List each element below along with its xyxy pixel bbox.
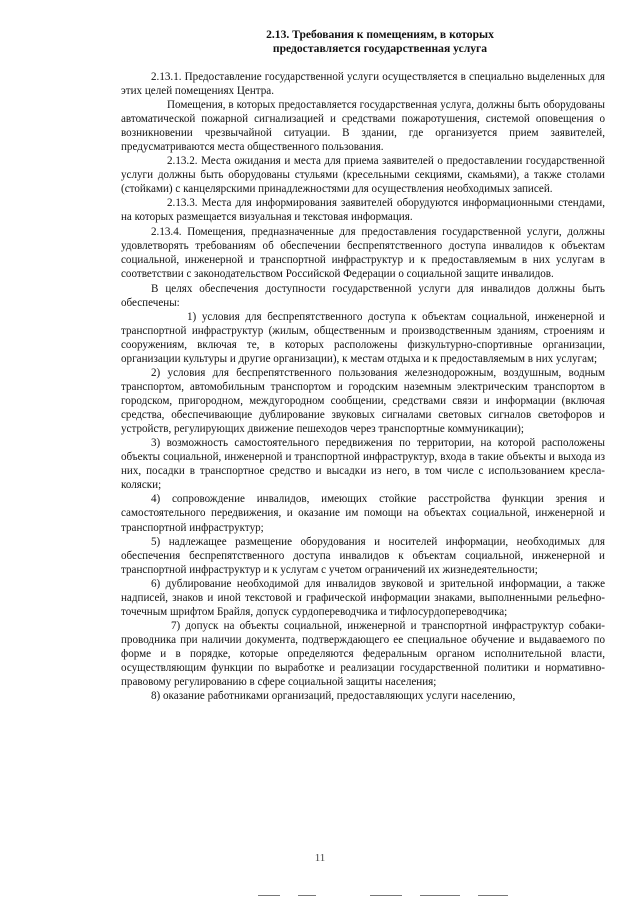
list-item-4: 4) сопровождение инвалидов, имеющих стойкие расстройства функции зрения и самостоятельного передвижения, и оказание им помощи на объектах социальной, инженерной и транспортной инфраструктур; (121, 493, 605, 534)
list-item-1: 1) условия для беспрепятственного доступа к объектам социальной, инженерной и транспортной инфраструктур (жилым, общественным и производственным зданиям, строениям и сооружениям, включая те, в которых расположены физкультурно-спортивные организации, организации культуры и другие организации), к местам отдыха и к предоставляемым в них услугам; (121, 310, 605, 365)
list-item-2: 2) условия для беспрепятственного пользования железнодорожным, воздушным, водным транспортом, автомобильным транспортом и городским наземным электрическим транспортом в городском, пригородном, междугородном сообщении, средствами связи и информации (включая средства, обеспечивающие дублирование звуковых сигналами световых сигналов светофоров и устройств, регулирующих движение пешеходов через транспортные коммуникации); (121, 366, 605, 436)
list-item-7: 7) допуск на объекты социальной, инженерной и транспортной инфраструктур собаки-проводника при наличии документа, подтверждающего ее специальное обучение и выдаваемого по форме и в порядке, которые определяются федеральным органом исполнительной власти, осуществляющим функции по выработке и реализации государственной политики и нормативно-правовому регулированию в сфере социальной защиты населения; (121, 619, 605, 689)
footer-scan-mark (298, 895, 316, 896)
footer-scan-mark (478, 895, 508, 896)
paragraph-2-13-4: 2.13.4. Помещения, предназначенные для предоставления государственной услуги, должны удовлетворять требованиям об обеспечении беспрепятственного доступа инвалидов к объектам социальной, инженерной и транспортной инфраструктур и к предоставляемым в них услугам в соответствии с законодательством Российской Федерации о социальной защите инвалидов. (121, 225, 605, 280)
section-title-line-1: 2.13. Требования к помещениям, в которых (266, 28, 494, 41)
document-body (121, 70, 605, 703)
paragraph-accessibility-intro: В целях обеспечения доступности государственной услуги для инвалидов должны быть обеспечены: (121, 282, 605, 309)
footer-scan-mark (420, 895, 460, 896)
page-number: 11 (314, 852, 326, 864)
footer-scan-mark (370, 895, 402, 896)
paragraph-2-13-2: 2.13.2. Места ожидания и места для приема заявителей о предоставлении государственной услуги должны быть оборудованы стульями (кресельными секциями, скамьями), а также столами (стойками) с канцелярскими принадлежностями для осуществления необходимых записей. (121, 155, 605, 196)
paragraph-2-13-3: 2.13.3. Места для информирования заявителей оборудуются информационными стендами, на которых размещается визуальная и текстовая информация. (121, 197, 605, 224)
list-item-5: 5) надлежащее размещение оборудования и носителей информации, необходимых для обеспечения беспрепятственного доступа инвалидов к объектам социальной, инженерной и транспортной инфраструктур и к услугам с учетом ограничений их жизнедеятельности; (121, 535, 605, 576)
footer-scan-mark (258, 895, 280, 896)
paragraph-premises: Помещения, в которых предоставляется государственная услуга, должны быть оборудованы автоматической пожарной сигнализацией и средствами пожаротушения, системой оповещения о возникновении чрезвычайной ситуации. В здании, где организуется прием заявителей, предусматриваются места общественного пользования. (121, 99, 605, 154)
section-title-line-2: предоставляется государственная услуга (272, 42, 488, 55)
section-title (200, 28, 560, 56)
paragraph-2-13-1: 2.13.1. Предоставление государственной услуги осуществляется в специально выделенных для этих целей помещениях Центра. (121, 71, 605, 98)
list-item-3: 3) возможность самостоятельного передвижения по территории, на которой расположены объекты социальной, инженерной и транспортной инфраструктур, входа в такие объекты и выхода из них, посадки в транспортное средство и высадки из него, в том числе с использованием кресла-коляски; (121, 437, 605, 492)
list-item-6: 6) дублирование необходимой для инвалидов звуковой и зрительной информации, а также надписей, знаков и иной текстовой и графической информации знаками, выполненными рельефно-точечным шрифтом Брайля, допуск сурдопереводчика и тифлосурдопереводчика; (121, 577, 605, 618)
list-item-8: 8) оказание работниками организаций, предоставляющих услуги населению, (151, 690, 516, 703)
